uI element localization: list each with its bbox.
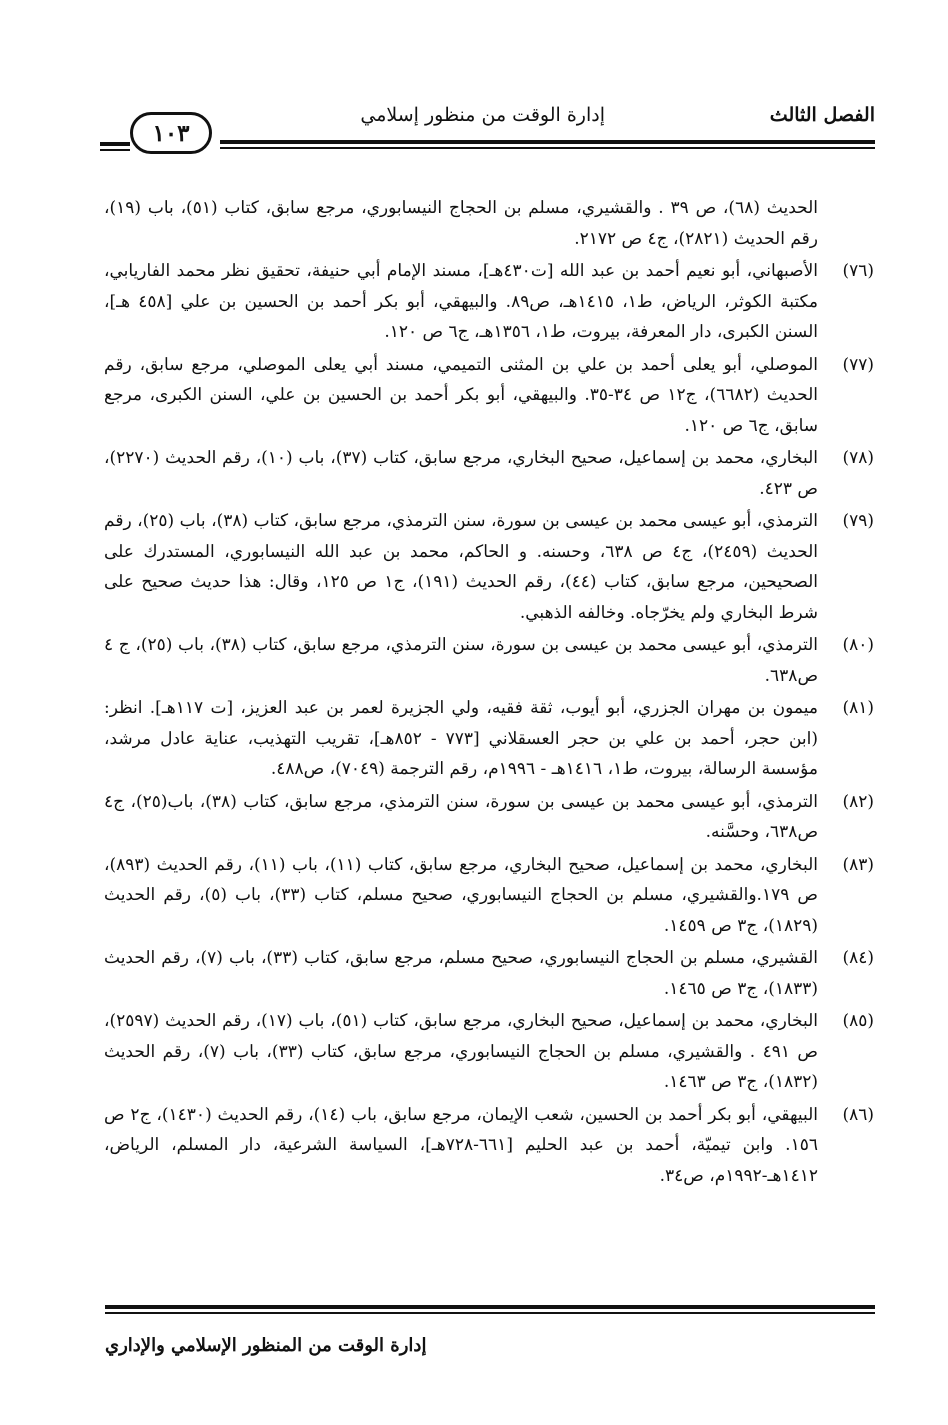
- footnote-number: (٧٦): [842, 261, 874, 281]
- footnote-number: (٨١): [842, 698, 874, 718]
- footnote-number: (٧٧): [842, 354, 874, 375]
- footnote-text: الترمذي، أبو عيسى محمد بن عيسى بن سورة، سنن الترمذي، مرجع سابق، كتاب (٣٨)، باب(٢٥)، ج٤ ص٦٣٨، وحسَّنه.: [104, 791, 818, 842]
- footnote-80: [104, 630, 874, 691]
- page-number-badge: [130, 112, 212, 154]
- footnote-text: البخاري، محمد بن إسماعيل، صحيح البخاري، مرجع سابق، كتاب (١١)، باب (١١)، رقم الحديث (٨٩٣)، ص ١٧٩.والقشيري، مسلم بن الحجاج النيسابوري، صحيح مسلم، كتاب (٣٣)، باب (٥)، رقم الحديث (١٨٢٩)، ج٣ ص ١٤٥٩.: [104, 854, 819, 936]
- footnote-number: (٨٤): [842, 948, 874, 968]
- footnote-number: (٧٩): [842, 511, 874, 531]
- footnote-text: البخاري، محمد بن إسماعيل، صحيح البخاري، مرجع سابق، كتاب (٣٧)، باب (١٠)، رقم الحديث (٢٢٧٠)، ص ٤٢٣.: [104, 448, 818, 499]
- footnote-number: (٨٢): [842, 791, 874, 812]
- footnote-79: [104, 506, 874, 628]
- footnote-85: [104, 1006, 874, 1098]
- footnote-76: [104, 256, 874, 348]
- running-title: إدارة الوقت من منظور إسلامي: [360, 104, 605, 126]
- footnote-number: (٨٣): [842, 854, 874, 875]
- footnote-number: (٨٦): [842, 1104, 874, 1125]
- footnote-82: [104, 787, 874, 848]
- footnote-text: الترمذي، أبو عيسى محمد بن عيسى بن سورة، سنن الترمذي، مرجع سابق، كتاب (٣٨)، باب (٢٥)، ج ٤ ص٦٣٨.: [104, 635, 818, 686]
- header-rule: [220, 140, 875, 144]
- footnote-text: الترمذي، أبو عيسى محمد بن عيسى بن سورة، سنن الترمذي، مرجع سابق، كتاب (٣٨)، باب (٢٥)، رقم الحديث (٢٤٥٩)، ج٤ ص ٦٣٨، وحسنه. و الحاكم، محمد بن عبد الله النيسابوري، المستدرك على الصحيحين، مرجع سابق، كتاب (٤٤)، رقم الحديث (١٩١)، ج١ ص ١٢٥، وقال: هذا حديث صحيح على شرط البخاري ولم يخرّجاه. وخالفه الذهبي.: [104, 511, 819, 623]
- footer-rule: [105, 1305, 875, 1309]
- footnote-86: [104, 1100, 874, 1192]
- footnote-number: (٨٥): [842, 1011, 874, 1031]
- continued-note: الحديث (٦٨)، ص ٣٩ . والقشيري، مسلم بن الحجاج النيسابوري، مرجع سابق، كتاب (٥١)، باب (١٩)، رقم الحديث (٢٨٢١)، ج٤ ص ٢١٧٢.: [104, 198, 818, 249]
- footnotes-body: [104, 193, 874, 1193]
- footnote-text: البخاري، محمد بن إسماعيل، صحيح البخاري، مرجع سابق، كتاب (٥١)، باب (١٧)، رقم الحديث (٢٥٩٧)، ص ٤٩١ . والقشيري، مسلم بن الحجاج النيسابوري، مرجع سابق، كتاب (٣٣)، باب (٧)، رقم الحديث (١٨٣٢)، ج٣ ص ١٤٦٣.: [104, 1011, 818, 1092]
- footnote-text: الأصبهاني، أبو نعيم أحمد بن عبد الله [ت٤٣٠هـ]، مسند الإمام أبي حنيفة، تحقيق نظر محمد الفاريابي، مكتبة الكوثر، الرياض، ط١، ١٤١٥هـ، ص٨٩. والبيهقي، أبو بكر أحمد بن الحسين بن علي [٤٥٨ هـ]، السنن الكبرى، دار المعرفة، بيروت، ط١، ١٣٥٦هـ، ج٦ ص ١٢٠.: [104, 261, 818, 342]
- book-title-footer: إدارة الوقت من المنظور الإسلامي والإداري: [105, 1335, 427, 1356]
- badge-rule-left-thin: [100, 149, 130, 151]
- header-rule-thin: [220, 147, 875, 149]
- footnote-84: [104, 943, 874, 1004]
- page-header: [100, 98, 875, 160]
- footnote-81: [104, 693, 874, 785]
- footnote-78: [104, 443, 874, 504]
- footnote-text: القشيري، مسلم بن الحجاج النيسابوري، صحيح مسلم، مرجع سابق، كتاب (٣٣)، باب (٧)، رقم الحديث (١٨٣٣)، ج٣ ص ١٤٦٥.: [104, 948, 818, 999]
- footer-rule-thin: [105, 1312, 875, 1314]
- badge-rule-left: [100, 142, 130, 146]
- footnote-83: [104, 850, 874, 942]
- chapter-title: الفصل الثالث: [769, 104, 875, 126]
- footnote-text: الموصلي، أبو يعلى أحمد بن علي بن المثنى التميمي، مسند أبي يعلى الموصلي، مرجع سابق، رقم الحديث (٦٦٨٢)، ج١٢ ص ٣٤-٣٥. والبيهقي، أبو بكر أحمد بن الحسين بن علي، السنن الكبرى، مرجع سابق، ج٦ ص ١٢٠.: [104, 354, 818, 436]
- footnote-77: [104, 350, 874, 442]
- footnote-text: البيهقي، أبو بكر أحمد بن الحسين، شعب الإيمان، مرجع سابق، باب (١٤)، رقم الحديث (١٤٣٠)، ج٢ ص ١٥٦. وابن تيميّة، أحمد بن عبد الحليم [٦٦١-٧٢٨هـ]، السياسة الشرعية، دار المسلم، الرياض، ١٤١٢هـ-١٩٩٢م، ص٣٤.: [104, 1104, 818, 1186]
- footnote-text: ميمون بن مهران الجزري، أبو أيوب، ثقة فقيه، ولي الجزيرة لعمر بن عبد العزيز، [ت ١١٧هـ]. انظر: (ابن حجر، أحمد بن علي بن حجر العسقلاني [٧٧٣ - ٨٥٢هـ]، تقريب التهذيب، عناية عادل مرشد، مؤسسة الرسالة، بيروت، ط١، ١٤١٦هـ - ١٩٩٦م، رقم الترجمة (٧٠٤٩)، ص٤٨٨.: [104, 698, 818, 779]
- page-number: ١٠٣: [152, 119, 190, 147]
- footnote-number: (٨٠): [842, 635, 874, 655]
- footnote-number: (٧٨): [842, 448, 874, 468]
